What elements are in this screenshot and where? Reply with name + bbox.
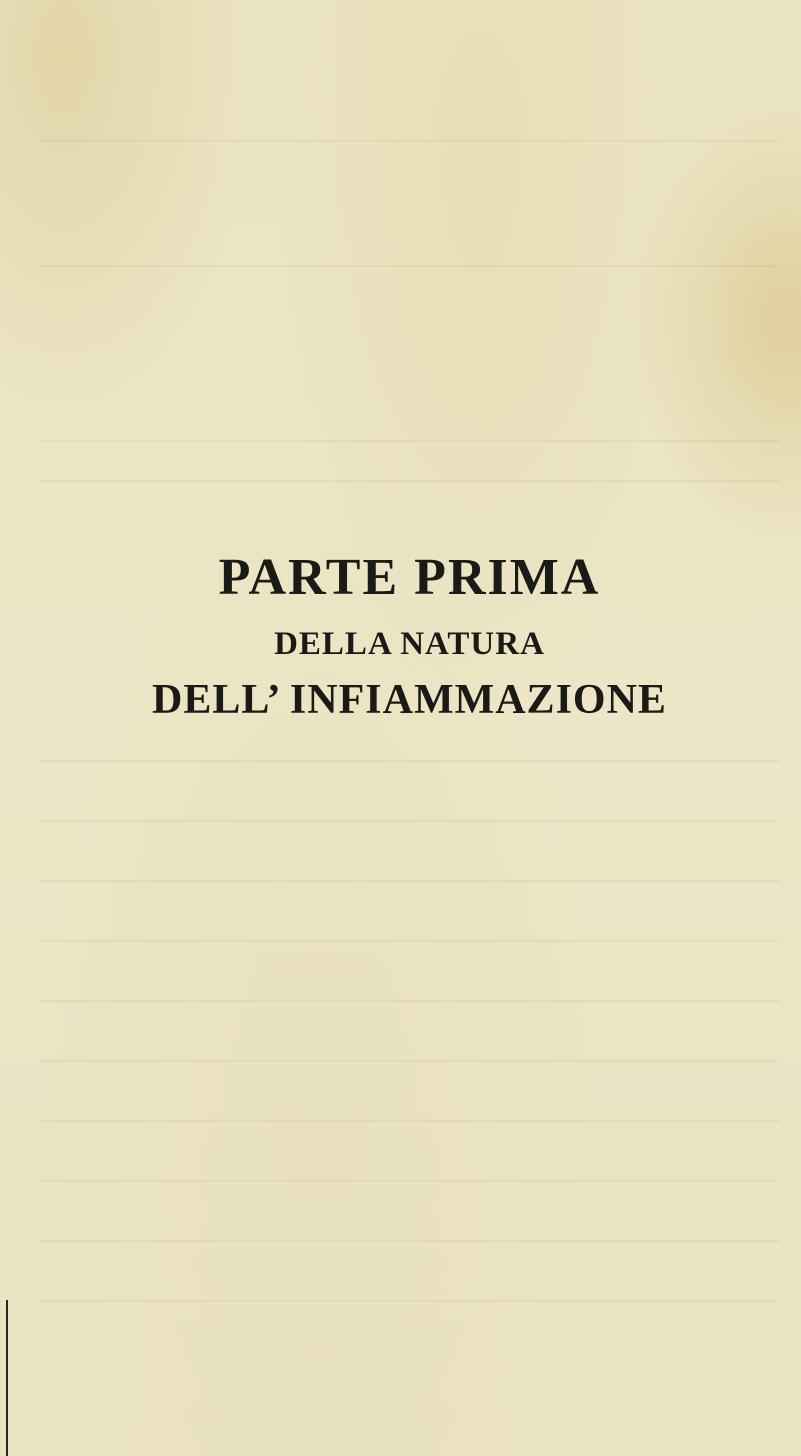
page-edge-mark — [6, 1300, 8, 1456]
section-subtitle-line-1: DELLA NATURA — [274, 626, 545, 662]
bleed-through-line — [40, 940, 780, 942]
bleed-through-line — [40, 140, 780, 142]
bleed-through-line — [40, 1000, 780, 1002]
bleed-through-line — [40, 1240, 780, 1242]
section-title-block — [0, 548, 801, 724]
bleed-through-line — [40, 880, 780, 882]
bleed-through-line — [40, 820, 780, 822]
section-subtitle-line-2: DELL’ INFIAMMAZIONE — [152, 677, 667, 723]
bleed-through-line — [40, 760, 780, 762]
bleed-through-line — [40, 1120, 780, 1122]
bleed-through-line — [40, 265, 780, 267]
part-heading: PARTE PRIMA — [218, 549, 601, 606]
bleed-through-line — [40, 1300, 780, 1302]
bleed-through-line — [40, 1060, 780, 1062]
bleed-through-line — [40, 440, 780, 442]
bleed-through-line — [40, 480, 780, 482]
bleed-through-line — [40, 1180, 780, 1182]
